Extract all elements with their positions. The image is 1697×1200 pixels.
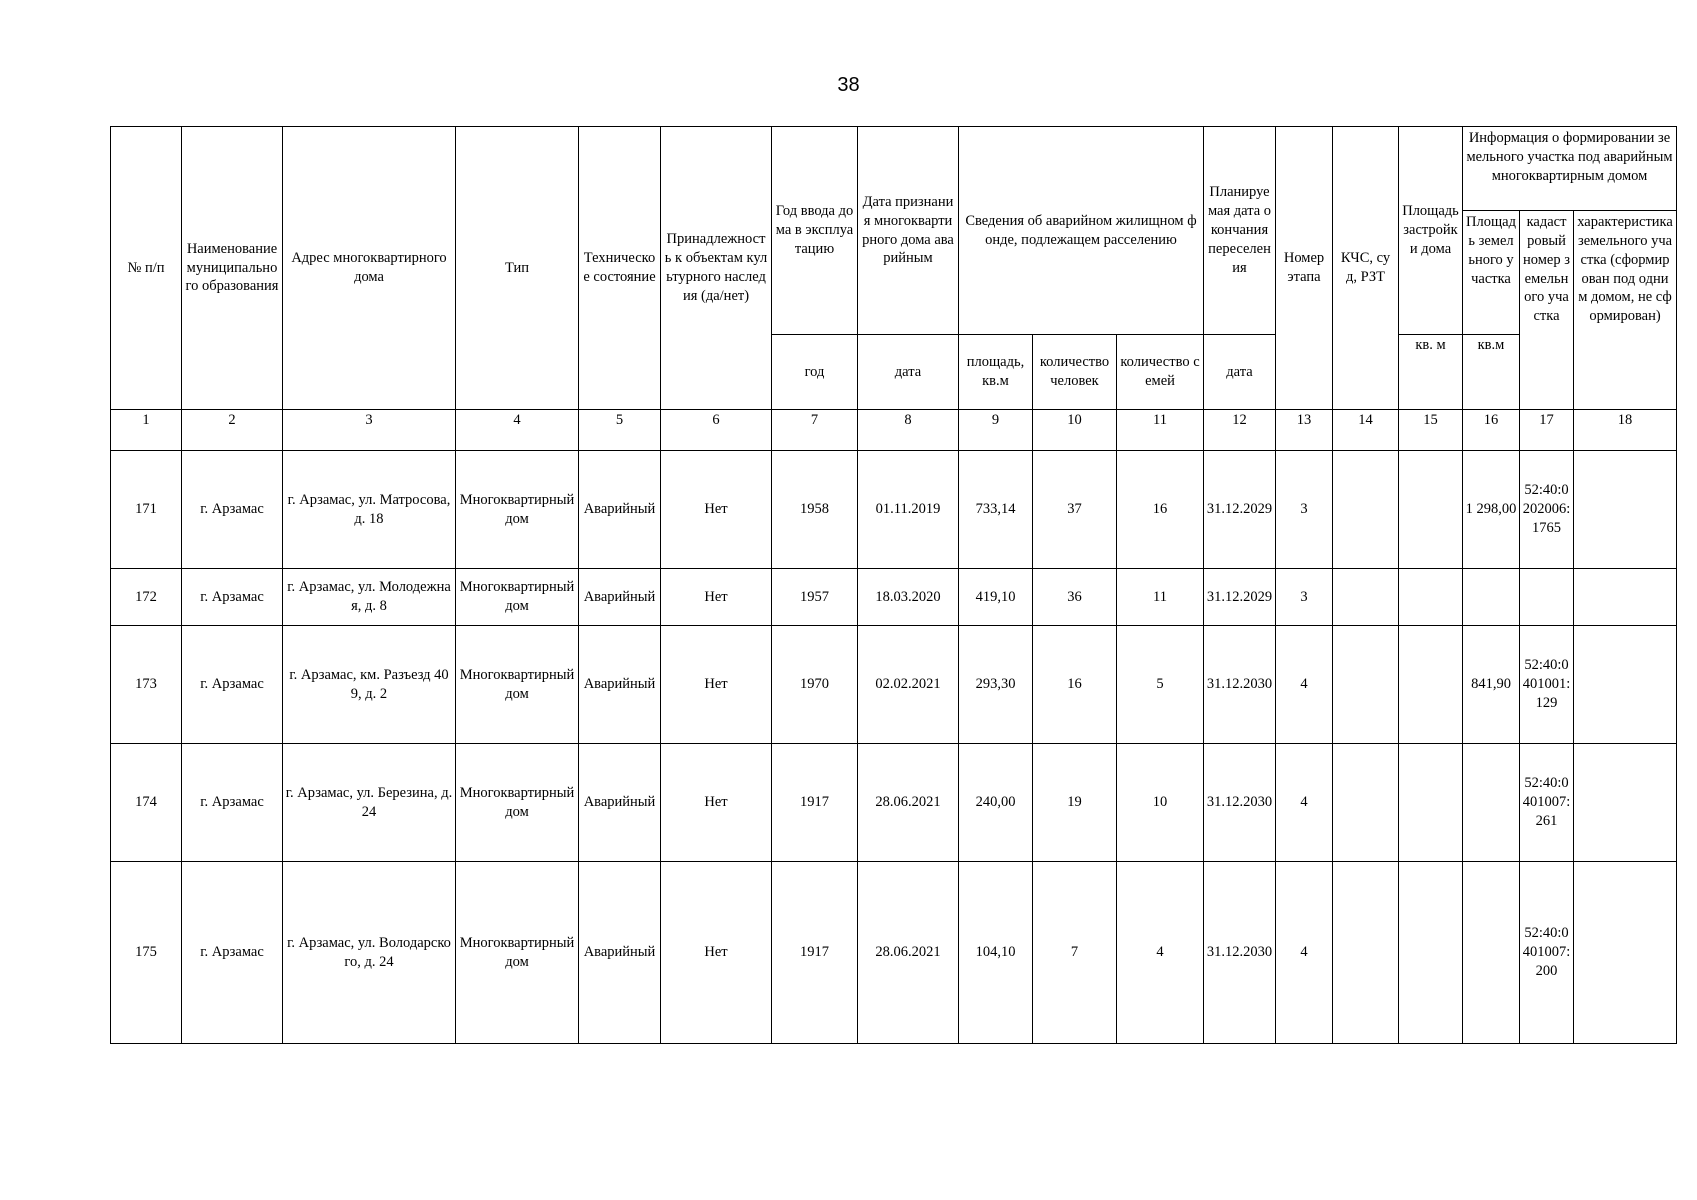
- cell-heritage: Нет: [661, 626, 772, 744]
- cell-build-area: [1399, 862, 1463, 1044]
- column-number: 16: [1463, 410, 1520, 451]
- header-col-8: Дата признания многоквартирного дома аварийным: [858, 127, 959, 335]
- header-col-5: Техническое состояние: [579, 127, 661, 410]
- cell-condition: Аварийный: [579, 862, 661, 1044]
- cell-kchs: [1333, 626, 1399, 744]
- cell-kchs: [1333, 862, 1399, 1044]
- cell-num: 175: [111, 862, 182, 1044]
- subheader-resettle-date: дата: [1204, 335, 1276, 410]
- cell-families: 11: [1117, 569, 1204, 626]
- cell-land-area: [1463, 862, 1520, 1044]
- cell-kchs: [1333, 451, 1399, 569]
- cell-area: 104,10: [959, 862, 1033, 1044]
- header-col-13: Номер этапа: [1276, 127, 1333, 410]
- header-col-2: Наименование муниципального образования: [182, 127, 283, 410]
- cell-land-char: [1574, 626, 1677, 744]
- cell-cadastral: 52:40:0401007:261: [1520, 744, 1574, 862]
- table-row: [111, 744, 1677, 862]
- cell-area: 240,00: [959, 744, 1033, 862]
- cell-municipality: г. Арзамас: [182, 569, 283, 626]
- cell-condition: Аварийный: [579, 569, 661, 626]
- cell-build-area: [1399, 569, 1463, 626]
- column-number: 10: [1033, 410, 1117, 451]
- column-number: 3: [283, 410, 456, 451]
- cell-num: 174: [111, 744, 182, 862]
- cell-year: 1917: [772, 744, 858, 862]
- column-number: 15: [1399, 410, 1463, 451]
- cell-kchs: [1333, 569, 1399, 626]
- cell-municipality: г. Арзамас: [182, 451, 283, 569]
- column-number-row: [111, 410, 1677, 451]
- cell-year: 1958: [772, 451, 858, 569]
- column-number: 6: [661, 410, 772, 451]
- subheader-families: количество семей: [1117, 335, 1204, 410]
- cell-date: 02.02.2021: [858, 626, 959, 744]
- cell-year: 1917: [772, 862, 858, 1044]
- cell-people: 36: [1033, 569, 1117, 626]
- cell-resettle-date: 31.12.2030: [1204, 626, 1276, 744]
- header-row-top: [111, 127, 1677, 211]
- subheader-unit-build-area: кв. м: [1399, 335, 1463, 410]
- cell-stage: 3: [1276, 451, 1333, 569]
- emergency-housing-table: [110, 126, 1677, 1044]
- cell-area: 419,10: [959, 569, 1033, 626]
- header-col-16: Площадь земельного участка: [1463, 211, 1520, 335]
- table-row: [111, 862, 1677, 1044]
- cell-resettle-date: 31.12.2030: [1204, 744, 1276, 862]
- cell-condition: Аварийный: [579, 744, 661, 862]
- subheader-unit-land-area: кв.м: [1463, 335, 1520, 410]
- column-number: 17: [1520, 410, 1574, 451]
- cell-address: г. Арзамас, ул. Березина, д. 24: [283, 744, 456, 862]
- cell-year: 1957: [772, 569, 858, 626]
- cell-num: 171: [111, 451, 182, 569]
- cell-stage: 4: [1276, 744, 1333, 862]
- cell-type: Многоквартирный дом: [456, 862, 579, 1044]
- cell-heritage: Нет: [661, 451, 772, 569]
- cell-year: 1970: [772, 626, 858, 744]
- subheader-date: дата: [858, 335, 959, 410]
- column-number: 9: [959, 410, 1033, 451]
- column-number: 8: [858, 410, 959, 451]
- cell-resettle-date: 31.12.2029: [1204, 451, 1276, 569]
- column-number: 4: [456, 410, 579, 451]
- cell-land-char: [1574, 451, 1677, 569]
- cell-condition: Аварийный: [579, 451, 661, 569]
- cell-kchs: [1333, 744, 1399, 862]
- cell-people: 37: [1033, 451, 1117, 569]
- cell-type: Многоквартирный дом: [456, 744, 579, 862]
- table-row: [111, 451, 1677, 569]
- cell-land-char: [1574, 744, 1677, 862]
- cell-type: Многоквартирный дом: [456, 451, 579, 569]
- cell-people: 7: [1033, 862, 1117, 1044]
- header-col-6: Принадлежность к объектам культурного наследия (да/нет): [661, 127, 772, 410]
- cell-date: 28.06.2021: [858, 862, 959, 1044]
- cell-address: г. Арзамас, ул. Матросова, д. 18: [283, 451, 456, 569]
- cell-land-char: [1574, 569, 1677, 626]
- cell-cadastral: [1520, 569, 1574, 626]
- column-number: 11: [1117, 410, 1204, 451]
- cell-address: г. Арзамас, км. Разъезд 409, д. 2: [283, 626, 456, 744]
- cell-type: Многоквартирный дом: [456, 626, 579, 744]
- cell-build-area: [1399, 626, 1463, 744]
- cell-address: г. Арзамас, ул. Молодежная, д. 8: [283, 569, 456, 626]
- table-row: [111, 626, 1677, 744]
- header-col-15: Площадь застройки дома: [1399, 127, 1463, 335]
- cell-people: 16: [1033, 626, 1117, 744]
- page-number: 38: [837, 74, 860, 96]
- header-group-9-11: Сведения об аварийном жилищном фонде, подлежащем расселению: [959, 127, 1204, 335]
- cell-families: 16: [1117, 451, 1204, 569]
- cell-cadastral: 52:40:0401001:129: [1520, 626, 1574, 744]
- cell-families: 5: [1117, 626, 1204, 744]
- subheader-year: год: [772, 335, 858, 410]
- cell-land-area: 841,90: [1463, 626, 1520, 744]
- header-col-4: Тип: [456, 127, 579, 410]
- cell-families: 4: [1117, 862, 1204, 1044]
- cell-date: 01.11.2019: [858, 451, 959, 569]
- cell-area: 293,30: [959, 626, 1033, 744]
- cell-people: 19: [1033, 744, 1117, 862]
- cell-stage: 4: [1276, 862, 1333, 1044]
- header-col-7: Год ввода дома в эксплуатацию: [772, 127, 858, 335]
- header-col-1: № п/п: [111, 127, 182, 410]
- cell-build-area: [1399, 451, 1463, 569]
- column-number: 7: [772, 410, 858, 451]
- cell-heritage: Нет: [661, 569, 772, 626]
- column-number: 18: [1574, 410, 1677, 451]
- cell-municipality: г. Арзамас: [182, 744, 283, 862]
- cell-heritage: Нет: [661, 744, 772, 862]
- cell-municipality: г. Арзамас: [182, 862, 283, 1044]
- header-col-18: характеристика земельного участка (сформирован под одним домом, не сформирован): [1574, 211, 1677, 410]
- cell-land-area: [1463, 569, 1520, 626]
- cell-families: 10: [1117, 744, 1204, 862]
- cell-land-area: [1463, 744, 1520, 862]
- cell-stage: 3: [1276, 569, 1333, 626]
- column-number: 14: [1333, 410, 1399, 451]
- column-number: 1: [111, 410, 182, 451]
- cell-municipality: г. Арзамас: [182, 626, 283, 744]
- cell-type: Многоквартирный дом: [456, 569, 579, 626]
- cell-heritage: Нет: [661, 862, 772, 1044]
- header-col-17: кадастровый номер земельного участка: [1520, 211, 1574, 410]
- cell-condition: Аварийный: [579, 626, 661, 744]
- cell-resettle-date: 31.12.2029: [1204, 569, 1276, 626]
- subheader-area: площадь, кв.м: [959, 335, 1033, 410]
- cell-resettle-date: 31.12.2030: [1204, 862, 1276, 1044]
- header-col-12: Планируемая дата окончания переселения: [1204, 127, 1276, 335]
- column-number: 12: [1204, 410, 1276, 451]
- cell-land-area: 1 298,00: [1463, 451, 1520, 569]
- cell-cadastral: 52:40:0401007:200: [1520, 862, 1574, 1044]
- cell-land-char: [1574, 862, 1677, 1044]
- column-number: 2: [182, 410, 283, 451]
- subheader-people: количество человек: [1033, 335, 1117, 410]
- header-col-14: КЧС, суд, РЗТ: [1333, 127, 1399, 410]
- header-col-3: Адрес многоквартирного дома: [283, 127, 456, 410]
- cell-date: 18.03.2020: [858, 569, 959, 626]
- cell-num: 172: [111, 569, 182, 626]
- cell-stage: 4: [1276, 626, 1333, 744]
- cell-cadastral: 52:40:0202006:1765: [1520, 451, 1574, 569]
- header-group-16-18: Информация о формировании земельного участка под аварийным многоквартирным домом: [1463, 127, 1677, 211]
- column-number: 13: [1276, 410, 1333, 451]
- cell-date: 28.06.2021: [858, 744, 959, 862]
- cell-area: 733,14: [959, 451, 1033, 569]
- cell-num: 173: [111, 626, 182, 744]
- column-number: 5: [579, 410, 661, 451]
- cell-address: г. Арзамас, ул. Володарского, д. 24: [283, 862, 456, 1044]
- table-row: [111, 569, 1677, 626]
- cell-build-area: [1399, 744, 1463, 862]
